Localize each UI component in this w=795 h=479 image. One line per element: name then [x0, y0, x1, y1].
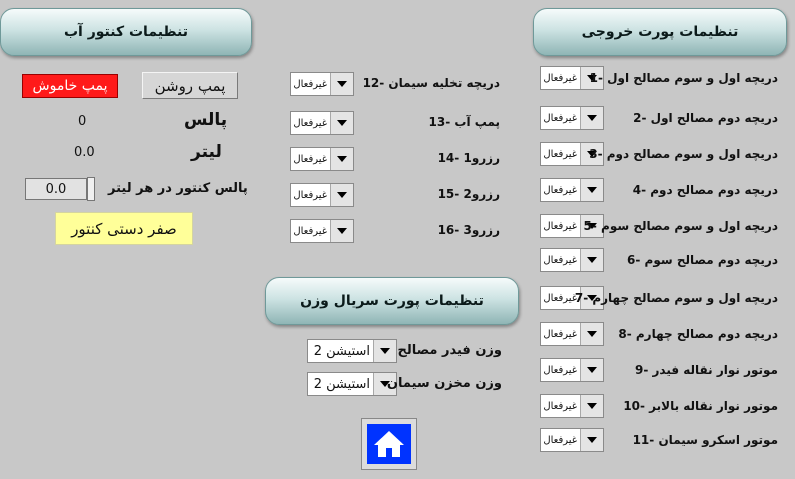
dropdown-value: غیرفعال	[543, 328, 577, 340]
output-port-header	[533, 8, 787, 56]
pump-off-label: پمپ خاموش	[32, 78, 108, 94]
chevron-down-icon	[587, 437, 597, 443]
output-port-label: دریچه اول و سوم مصالح چهارم -7	[574, 291, 778, 305]
chevron-down-icon	[337, 192, 347, 198]
chevron-down-icon	[337, 81, 347, 87]
output-port-label: دریچه اول و سوم مصالح سوم -5	[583, 219, 778, 233]
serial-port-header	[265, 277, 519, 325]
pulse-value: 0	[78, 114, 87, 129]
status-dropdown[interactable]	[290, 72, 354, 96]
output-port-label: موتور نوار نقاله بالابر -10	[623, 399, 778, 413]
dropdown-value: غیرفعال	[543, 112, 577, 124]
status-dropdown[interactable]	[540, 358, 604, 382]
output-port-label: دریچه دوم مصالح اول -2	[633, 111, 778, 125]
output-port-label: پمپ آب -13	[428, 115, 500, 129]
dropdown-arrow-button[interactable]	[580, 359, 603, 381]
dropdown-value: غیرفعال	[293, 78, 327, 90]
home-button-face	[367, 424, 411, 464]
output-port-label: موتور اسکرو سیمان -11	[632, 433, 778, 447]
dropdown-arrow-button[interactable]	[330, 184, 353, 206]
home-button[interactable]	[361, 418, 417, 470]
status-dropdown[interactable]	[307, 372, 397, 396]
dropdown-value: غیرفعال	[543, 148, 577, 160]
chevron-down-icon	[380, 348, 390, 354]
output-port-label: رزرو1 -14	[437, 151, 500, 165]
dropdown-value: غیرفعال	[293, 189, 327, 201]
manual-reset-button[interactable]	[55, 212, 193, 245]
dropdown-arrow-button[interactable]	[330, 148, 353, 170]
status-dropdown[interactable]	[290, 183, 354, 207]
serial-port-title: تنظیمات پورت سریال وزن	[300, 293, 484, 309]
pulse-per-liter-value: 0.0	[45, 181, 67, 197]
dropdown-value: غیرفعال	[543, 72, 577, 84]
output-port-label: دریچه اول و سوم مصالح دوم -3	[589, 147, 778, 161]
chevron-down-icon	[587, 187, 597, 193]
chevron-down-icon	[587, 403, 597, 409]
pump-on-label: پمپ روشن	[154, 76, 226, 95]
dropdown-value: غیرفعال	[293, 153, 327, 165]
dropdown-arrow-button[interactable]	[330, 112, 353, 134]
dropdown-arrow-button[interactable]	[580, 249, 603, 271]
dropdown-arrow-button[interactable]	[580, 395, 603, 417]
chevron-down-icon	[587, 367, 597, 373]
output-port-title: تنظیمات پورت خروجی	[581, 24, 739, 40]
output-port-label: رزرو2 -15	[437, 187, 500, 201]
dropdown-arrow-button[interactable]	[580, 179, 603, 201]
chevron-down-icon	[337, 228, 347, 234]
dropdown-value: غیرفعال	[543, 220, 577, 232]
water-meter-title: تنظیمات کنتور آب	[63, 24, 189, 40]
dropdown-value: غیرفعال	[543, 184, 577, 196]
dropdown-arrow-button[interactable]	[580, 323, 603, 345]
status-dropdown[interactable]	[307, 339, 397, 363]
dropdown-value: غیرفعال	[543, 364, 577, 376]
status-dropdown[interactable]	[290, 219, 354, 243]
output-port-label: دریچه دوم مصالح دوم -4	[632, 183, 778, 197]
pulse-per-liter-label: پالس کنتور در هر لیتر	[108, 181, 248, 196]
chevron-down-icon	[587, 331, 597, 337]
output-port-label: دریچه تخلیه سیمان -12	[362, 76, 500, 90]
pulse-per-liter-field[interactable]	[25, 178, 87, 200]
home-icon	[372, 428, 406, 460]
chevron-down-icon	[337, 120, 347, 126]
pump-off-button[interactable]	[22, 74, 118, 98]
chevron-down-icon	[587, 115, 597, 121]
status-dropdown[interactable]	[540, 428, 604, 452]
dropdown-arrow-button[interactable]	[580, 107, 603, 129]
status-dropdown[interactable]	[290, 147, 354, 171]
dropdown-arrow-button[interactable]	[373, 340, 396, 362]
output-port-label: رزرو3 -16	[437, 223, 500, 237]
dropdown-value: غیرفعال	[543, 434, 577, 446]
output-port-label: موتور نوار نقاله فیدر -9	[634, 363, 778, 377]
serial-port-label: وزن فیدر مصالح	[397, 343, 502, 358]
liter-label: لیتر	[191, 142, 222, 162]
dropdown-value: استیشن 2	[313, 376, 370, 392]
dropdown-arrow-button[interactable]	[580, 429, 603, 451]
dropdown-value: استیشن 2	[313, 343, 370, 359]
chevron-down-icon	[337, 156, 347, 162]
dropdown-arrow-button[interactable]	[330, 73, 353, 95]
status-dropdown[interactable]	[290, 111, 354, 135]
dropdown-value: غیرفعال	[543, 292, 577, 304]
output-port-label: دریچه دوم مصالح سوم -6	[627, 253, 778, 267]
dropdown-arrow-button[interactable]	[330, 220, 353, 242]
serial-port-label: وزن مخزن سیمان	[386, 376, 502, 391]
output-port-label: دریچه اول و سوم مصالح اول -1	[589, 71, 778, 85]
output-port-label: دریچه دوم مصالح چهارم -8	[618, 327, 778, 341]
dropdown-value: غیرفعال	[543, 400, 577, 412]
status-dropdown[interactable]	[540, 394, 604, 418]
dropdown-value: غیرفعال	[543, 254, 577, 266]
pulse-per-liter-slider-handle[interactable]	[87, 177, 95, 201]
dropdown-value: غیرفعال	[293, 225, 327, 237]
pulse-label: پالس	[184, 110, 228, 130]
water-meter-header	[0, 8, 252, 56]
status-dropdown[interactable]	[540, 322, 604, 346]
dropdown-value: غیرفعال	[293, 117, 327, 129]
manual-reset-label: صفر دستی کنتور	[71, 219, 177, 238]
status-dropdown[interactable]	[540, 106, 604, 130]
status-dropdown[interactable]	[540, 248, 604, 272]
liter-value: 0.0	[74, 145, 95, 160]
chevron-down-icon	[587, 257, 597, 263]
status-dropdown[interactable]	[540, 178, 604, 202]
pump-on-button[interactable]	[142, 72, 238, 99]
